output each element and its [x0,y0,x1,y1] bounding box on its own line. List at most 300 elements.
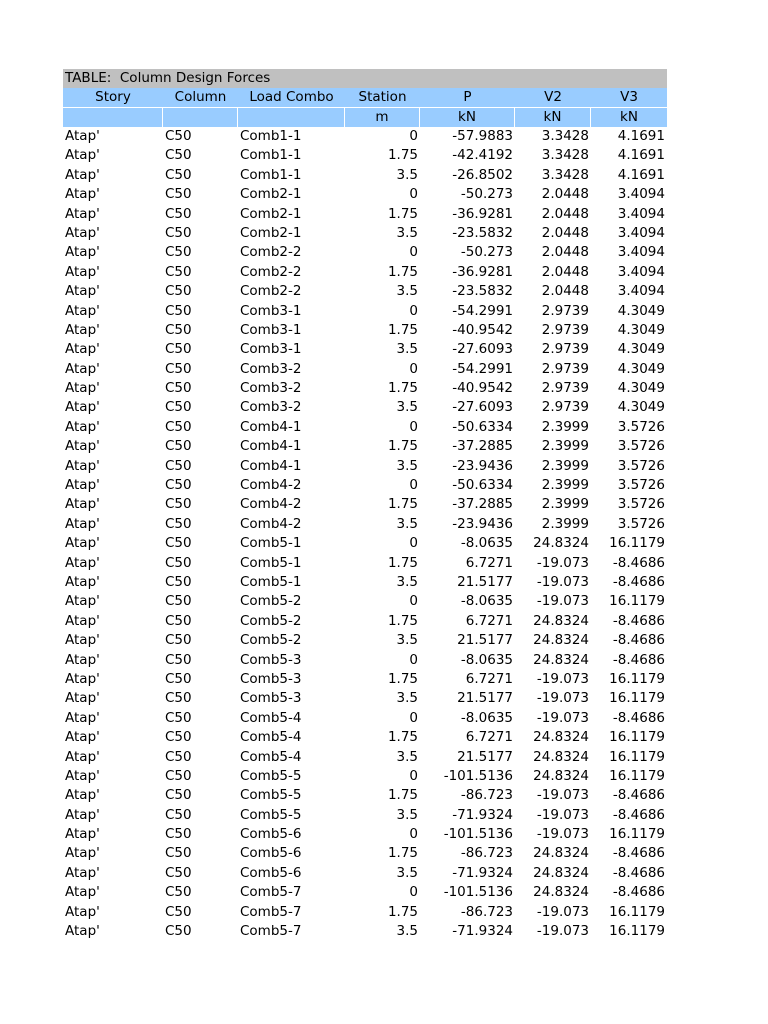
cell-p: -36.9281 [452,205,513,222]
cell-story: Atap' [65,864,100,881]
cell-load-combo: Comb5-5 [240,767,302,784]
cell-column: C50 [165,826,192,843]
cell-load-combo: Comb5-4 [240,729,302,746]
cell-p: -86.723 [460,903,513,920]
table-row [63,806,667,825]
header-story: Story [95,89,131,105]
cell-v2: -19.073 [536,554,589,571]
cell-v3: 3.5726 [617,477,665,494]
unit-p: kN [420,108,515,127]
cell-v2: -19.073 [536,593,589,610]
cell-v3: -8.4686 [612,709,665,726]
cell-story: Atap' [65,457,100,474]
cell-v2: -19.073 [536,787,589,804]
cell-station: 1.75 [387,845,418,862]
table-row [63,302,667,321]
header-p: P [463,89,472,105]
cell-v3: 16.1179 [609,535,665,552]
cell-station: 3.5 [396,632,418,649]
table-row [63,573,667,592]
cell-p: 21.5177 [457,690,513,707]
cell-story: Atap' [65,651,100,668]
cell-column: C50 [165,612,192,629]
table-row [63,398,667,417]
cell-v2: 24.8324 [533,748,589,765]
cell-station: 1.75 [387,787,418,804]
cell-load-combo: Comb2-1 [240,224,302,241]
cell-v2: 2.3999 [541,438,589,455]
cell-v3: 16.1179 [609,826,665,843]
cell-column: C50 [165,845,192,862]
cell-load-combo: Comb3-1 [240,302,302,319]
cell-v3: -8.4686 [612,573,665,590]
cell-v3: 3.4094 [617,244,665,261]
cell-v3: 16.1179 [609,748,665,765]
cell-p: -71.9324 [452,923,513,940]
cell-column: C50 [165,128,192,144]
cell-station: 0 [409,186,418,203]
table-row [63,922,667,941]
cell-load-combo: Comb3-2 [240,380,302,397]
cell-load-combo: Comb5-2 [240,593,302,610]
cell-column: C50 [165,806,192,823]
cell-p: -101.5136 [443,767,513,784]
table-row [63,903,667,922]
cell-p: -42.4192 [452,147,513,164]
cell-v3: 4.1691 [617,128,665,144]
cell-column: C50 [165,302,192,319]
cell-load-combo: Comb4-1 [240,457,302,474]
cell-p: 6.7271 [465,612,513,629]
cell-load-combo: Comb2-1 [240,205,302,222]
cell-story: Atap' [65,418,100,435]
table-row [63,689,667,708]
cell-p: -50.6334 [452,477,513,494]
cell-story: Atap' [65,554,100,571]
cell-v3: 16.1179 [609,593,665,610]
cell-v2: 2.9739 [541,341,589,358]
cell-v3: 4.3049 [617,321,665,338]
cell-column: C50 [165,787,192,804]
cell-p: -101.5136 [443,884,513,901]
cell-story: Atap' [65,593,100,610]
cell-story: Atap' [65,477,100,494]
table-row [63,748,667,767]
cell-v2: 3.3428 [541,147,589,164]
cell-column: C50 [165,593,192,610]
cell-p: -50.6334 [452,418,513,435]
table-row [63,437,667,456]
cell-station: 0 [409,128,418,144]
table-row [63,825,667,844]
cell-v3: 4.3049 [617,399,665,416]
unit-load-combo [238,108,345,127]
cell-story: Atap' [65,147,100,164]
cell-v3: 16.1179 [609,923,665,940]
cell-story: Atap' [65,496,100,513]
cell-v2: 24.8324 [533,651,589,668]
cell-v3: 4.1691 [617,147,665,164]
cell-p: -71.9324 [452,806,513,823]
cell-v3: 3.4094 [617,224,665,241]
cell-load-combo: Comb5-3 [240,651,302,668]
cell-load-combo: Comb4-1 [240,438,302,455]
cell-station: 1.75 [387,612,418,629]
cell-story: Atap' [65,399,100,416]
table-row [63,418,667,437]
cell-station: 1.75 [387,205,418,222]
cell-load-combo: Comb5-5 [240,787,302,804]
cell-v2: 2.0448 [541,205,589,222]
cell-station: 0 [409,477,418,494]
cell-story: Atap' [65,787,100,804]
cell-v3: 3.5726 [617,418,665,435]
cell-v2: 24.8324 [533,612,589,629]
header-station: Station [358,89,407,105]
cell-station: 0 [409,826,418,843]
cell-v3: 16.1179 [609,670,665,687]
cell-column: C50 [165,670,192,687]
cell-v2: 24.8324 [533,884,589,901]
cell-v2: 2.0448 [541,244,589,261]
table-row [63,534,667,553]
cell-p: -71.9324 [452,864,513,881]
cell-station: 3.5 [396,166,418,183]
cell-p: -27.6093 [452,341,513,358]
cell-column: C50 [165,360,192,377]
cell-load-combo: Comb5-6 [240,845,302,862]
table-row [63,457,667,476]
cell-column: C50 [165,380,192,397]
cell-station: 1.75 [387,670,418,687]
cell-load-combo: Comb5-4 [240,748,302,765]
cell-p: -23.9436 [452,515,513,532]
cell-story: Atap' [65,729,100,746]
cell-station: 0 [409,767,418,784]
cell-column: C50 [165,632,192,649]
cell-load-combo: Comb5-2 [240,632,302,649]
cell-load-combo: Comb2-2 [240,244,302,261]
cell-story: Atap' [65,128,100,144]
cell-v3: 4.1691 [617,166,665,183]
cell-station: 3.5 [396,399,418,416]
cell-v3: -8.4686 [612,884,665,901]
cell-load-combo: Comb5-7 [240,884,302,901]
cell-p: -40.9542 [452,321,513,338]
cell-load-combo: Comb4-2 [240,496,302,513]
cell-p: -50.273 [460,244,513,261]
cell-load-combo: Comb5-1 [240,535,302,552]
cell-v2: -19.073 [536,806,589,823]
cell-load-combo: Comb5-1 [240,573,302,590]
cell-station: 1.75 [387,903,418,920]
cell-station: 3.5 [396,864,418,881]
cell-v3: 3.4094 [617,263,665,280]
cell-column: C50 [165,515,192,532]
cell-story: Atap' [65,903,100,920]
cell-v2: 24.8324 [533,535,589,552]
table-row [63,185,667,204]
cell-load-combo: Comb5-7 [240,903,302,920]
cell-p: 6.7271 [465,554,513,571]
cell-p: -23.9436 [452,457,513,474]
cell-v3: 16.1179 [609,903,665,920]
table-row [63,631,667,650]
unit-story [63,108,163,127]
cell-station: 0 [409,418,418,435]
cell-load-combo: Comb3-1 [240,341,302,358]
cell-column: C50 [165,748,192,765]
table-row [63,495,667,514]
cell-v2: 24.8324 [533,767,589,784]
header-column: Column [174,89,227,105]
cell-station: 0 [409,884,418,901]
cell-story: Atap' [65,826,100,843]
table-row [63,127,667,146]
cell-v2: 3.3428 [541,166,589,183]
cell-station: 0 [409,535,418,552]
cell-v3: -8.4686 [612,787,665,804]
table-row [63,728,667,747]
cell-v2: 2.3999 [541,515,589,532]
cell-station: 3.5 [396,573,418,590]
cell-v2: 2.0448 [541,263,589,280]
cell-column: C50 [165,864,192,881]
cell-station: 1.75 [387,321,418,338]
cell-column: C50 [165,321,192,338]
cell-story: Atap' [65,438,100,455]
cell-station: 3.5 [396,748,418,765]
cell-story: Atap' [65,923,100,940]
cell-v3: -8.4686 [612,651,665,668]
cell-story: Atap' [65,748,100,765]
cell-v3: 16.1179 [609,690,665,707]
cell-station: 1.75 [387,263,418,280]
table-row [63,476,667,495]
cell-p: -40.9542 [452,380,513,397]
column-design-forces-table [63,69,667,941]
cell-p: -8.0635 [460,593,513,610]
cell-story: Atap' [65,166,100,183]
cell-p: 21.5177 [457,632,513,649]
cell-story: Atap' [65,632,100,649]
cell-station: 1.75 [387,438,418,455]
table-row [63,786,667,805]
table-row [63,243,667,262]
cell-p: -50.273 [460,186,513,203]
cell-p: -26.8502 [452,166,513,183]
cell-station: 3.5 [396,806,418,823]
cell-v3: 3.5726 [617,438,665,455]
cell-column: C50 [165,224,192,241]
cell-column: C50 [165,729,192,746]
unit-station: m [345,108,420,127]
cell-story: Atap' [65,360,100,377]
cell-load-combo: Comb5-3 [240,670,302,687]
cell-load-combo: Comb5-6 [240,826,302,843]
cell-column: C50 [165,399,192,416]
cell-column: C50 [165,554,192,571]
cell-p: -37.2885 [452,496,513,513]
cell-column: C50 [165,884,192,901]
cell-p: -8.0635 [460,535,513,552]
cell-load-combo: Comb5-5 [240,806,302,823]
cell-v3: -8.4686 [612,845,665,862]
cell-load-combo: Comb5-3 [240,690,302,707]
cell-story: Atap' [65,244,100,261]
cell-story: Atap' [65,535,100,552]
cell-story: Atap' [65,380,100,397]
table-row [63,166,667,185]
table-row [63,883,667,902]
table-row [63,612,667,631]
cell-v3: 3.5726 [617,515,665,532]
cell-v2: -19.073 [536,903,589,920]
table-title: TABLE: Column Design Forces [63,69,667,88]
cell-v2: 2.9739 [541,302,589,319]
cell-v2: -19.073 [536,709,589,726]
cell-p: 21.5177 [457,573,513,590]
cell-load-combo: Comb1-1 [240,166,302,183]
unit-column [163,108,238,127]
cell-station: 3.5 [396,224,418,241]
cell-v2: -19.073 [536,826,589,843]
cell-story: Atap' [65,302,100,319]
cell-p: -57.9883 [452,128,513,144]
cell-station: 0 [409,593,418,610]
table-row [63,205,667,224]
cell-column: C50 [165,186,192,203]
table-row [63,670,667,689]
cell-column: C50 [165,283,192,300]
header-v3: V3 [620,89,638,105]
cell-v2: 2.3999 [541,457,589,474]
cell-p: -86.723 [460,787,513,804]
cell-column: C50 [165,651,192,668]
cell-v3: 4.3049 [617,360,665,377]
cell-v3: 16.1179 [609,767,665,784]
cell-v2: 24.8324 [533,729,589,746]
table-row [63,360,667,379]
cell-column: C50 [165,263,192,280]
cell-story: Atap' [65,263,100,280]
cell-v2: 3.3428 [541,128,589,144]
cell-load-combo: Comb2-2 [240,263,302,280]
cell-column: C50 [165,166,192,183]
cell-p: -36.9281 [452,263,513,280]
cell-p: -86.723 [460,845,513,862]
unit-v3: kN [620,109,638,125]
cell-story: Atap' [65,341,100,358]
cell-v2: 2.9739 [541,360,589,377]
cell-story: Atap' [65,806,100,823]
cell-column: C50 [165,418,192,435]
cell-station: 3.5 [396,690,418,707]
cell-v2: -19.073 [536,573,589,590]
cell-station: 1.75 [387,496,418,513]
cell-p: 21.5177 [457,748,513,765]
header-row [63,88,667,108]
cell-v2: 2.9739 [541,380,589,397]
cell-v2: 24.8324 [533,845,589,862]
cell-story: Atap' [65,690,100,707]
cell-v2: 24.8324 [533,632,589,649]
cell-column: C50 [165,767,192,784]
cell-v3: 3.4094 [617,186,665,203]
cell-load-combo: Comb4-1 [240,418,302,435]
table-row [63,864,667,883]
unit-v2: kN [515,108,591,127]
cell-v2: 2.3999 [541,418,589,435]
cell-v2: 2.0448 [541,186,589,203]
cell-v3: 4.3049 [617,302,665,319]
cell-column: C50 [165,477,192,494]
table-row [63,379,667,398]
table-row [63,844,667,863]
cell-p: -27.6093 [452,399,513,416]
cell-column: C50 [165,457,192,474]
cell-v3: 16.1179 [609,729,665,746]
cell-story: Atap' [65,186,100,203]
cell-column: C50 [165,341,192,358]
cell-story: Atap' [65,321,100,338]
cell-p: -23.5832 [452,283,513,300]
cell-v2: 2.3999 [541,477,589,494]
units-row [63,108,667,127]
cell-station: 1.75 [387,147,418,164]
cell-story: Atap' [65,224,100,241]
cell-p: -54.2991 [452,302,513,319]
table-row [63,554,667,573]
cell-station: 1.75 [387,729,418,746]
table-row [63,767,667,786]
cell-column: C50 [165,923,192,940]
cell-load-combo: Comb5-2 [240,612,302,629]
cell-load-combo: Comb4-2 [240,477,302,494]
cell-v3: -8.4686 [612,554,665,571]
cell-station: 3.5 [396,457,418,474]
table-row [63,224,667,243]
cell-column: C50 [165,573,192,590]
cell-p: -37.2885 [452,438,513,455]
cell-v2: 2.9739 [541,321,589,338]
cell-column: C50 [165,244,192,261]
cell-column: C50 [165,690,192,707]
cell-v3: -8.4686 [612,806,665,823]
cell-v2: 2.9739 [541,399,589,416]
cell-column: C50 [165,205,192,222]
cell-load-combo: Comb2-1 [240,186,302,203]
cell-load-combo: Comb5-1 [240,554,302,571]
cell-column: C50 [165,535,192,552]
cell-station: 0 [409,302,418,319]
header-load-combo: Load Combo [249,89,334,105]
cell-station: 0 [409,651,418,668]
table-row [63,282,667,301]
cell-station: 3.5 [396,341,418,358]
cell-p: -8.0635 [460,709,513,726]
cell-v3: -8.4686 [612,612,665,629]
cell-station: 0 [409,709,418,726]
cell-v2: 2.0448 [541,224,589,241]
cell-station: 1.75 [387,380,418,397]
cell-v3: -8.4686 [612,632,665,649]
cell-column: C50 [165,496,192,513]
cell-v2: 2.3999 [541,496,589,513]
cell-load-combo: Comb4-2 [240,515,302,532]
cell-station: 3.5 [396,515,418,532]
cell-v2: -19.073 [536,690,589,707]
